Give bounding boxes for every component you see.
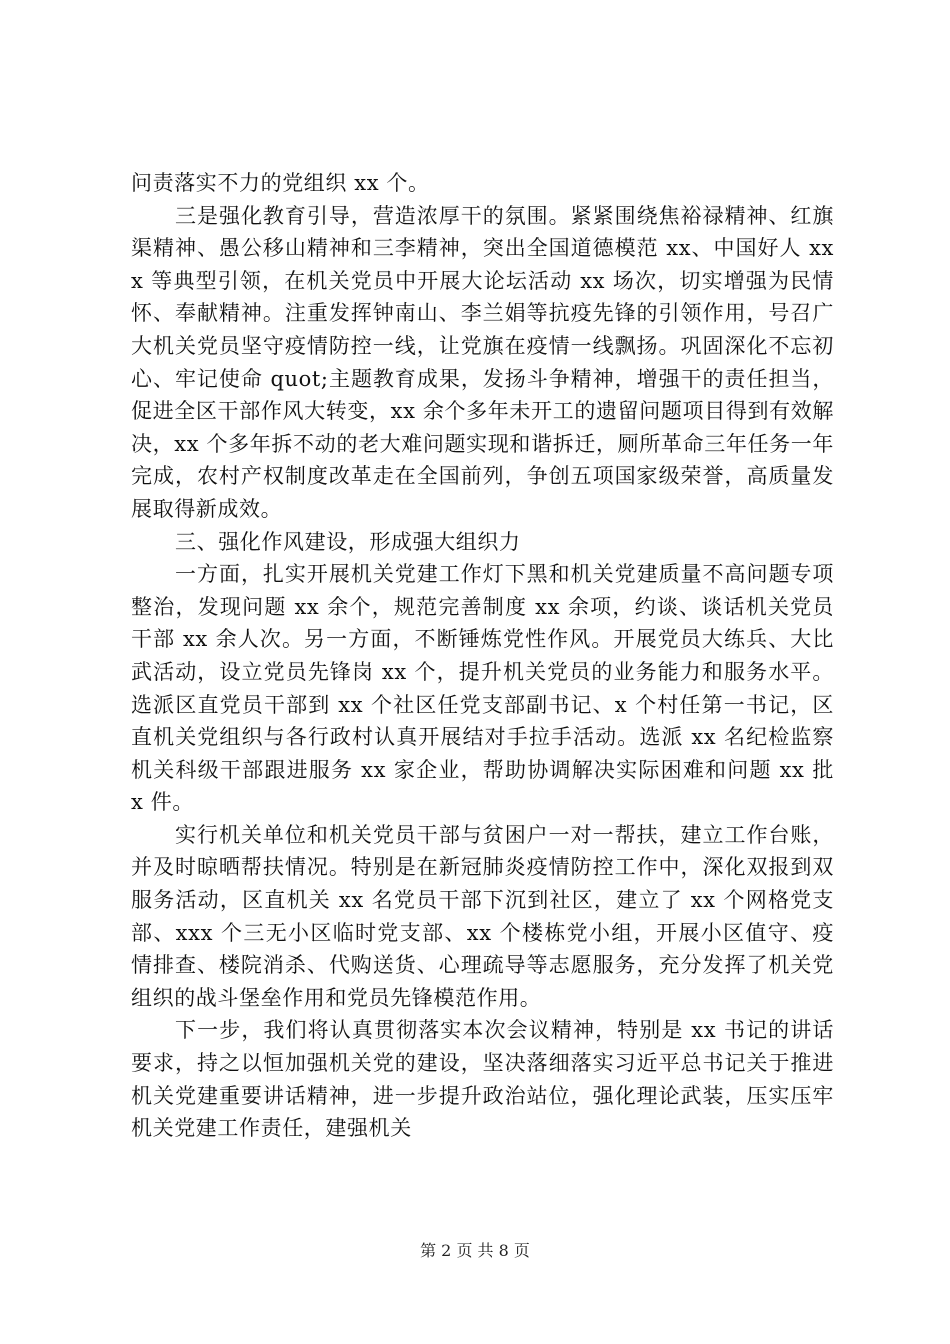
paragraph-5: 下一步，我们将认真贯彻落实本次会议精神，特别是 xx 书记的讲话要求，持之以恒加强机关党的建设，坚决落细落实习近平总书记关于推进机关党建重要讲话精神，进一步提升政治站位，强化理论武装，压实压牢机关党建工作责任，建强机关: [131, 1018, 834, 1141]
paragraph-2: 三是强化教育引导，营造浓厚干的氛围。紧紧围绕焦裕禄精神、红旗渠精神、愚公移山精神和三李精神，突出全国道德模范 xx、中国好人 xxx 等典型引领，在机关党员中开展大论坛活动 xx 场次，切实增强为民情怀、奉献精神。注重发挥钟南山、李兰娟等抗疫先锋的引领作用，号召广大机关党员坚守疫情防控一线，让党旗在疫情一线飘扬。巩固深化不忘初心、牢记使命 quot;主题教育成果，发扬斗争精神，增强干的责任担当，促进全区干部作风大转变，xx 余个多年未开工的遗留问题项目得到有效解决，xx 个多年拆不动的老大难问题实现和谐拆迁，厕所革命三年任务一年完成，农村产权制度改革走在全国前列，争创五项国家级荣誉，高质量发展取得新成效。: [131, 203, 834, 521]
section-heading: 三、强化作风建设，形成强大组织力: [175, 529, 521, 554]
paragraph-1: 问责落实不力的党组织 xx 个。: [131, 171, 430, 195]
paragraph-4: 实行机关单位和机关党员干部与贫困户一对一帮扶，建立工作台账，并及时晾晒帮扶情况。特别是在新冠肺炎疫情防控工作中，深化双报到双服务活动，区直机关 xx 名党员干部下沉到社区，建立了 xx 个网格党支部、xxx 个三无小区临时党支部、xx 个楼栋党小组，开展小区值守、疫情排查、楼院消杀、代购送货、心理疏导等志愿服务，充分发挥了机关党组织的战斗堡垒作用和党员先锋模范作用。: [131, 822, 834, 1010]
document-body: [131, 167, 834, 1145]
page-footer: 第 2 页 共 8 页: [420, 1241, 530, 1260]
paragraph-3: 一方面，扎实开展机关党建工作灯下黑和机关党建质量不高问题专项整治，发现问题 xx 余个，规范完善制度 xx 余项，约谈、谈话机关党员干部 xx 余人次。另一方面，不断锤炼党性作风。开展党员大练兵、大比武活动，设立党员先锋岗 xx 个，提升机关党员的业务能力和服务水平。选派区直党员干部到 xx 个社区任党支部副书记、x 个村任第一书记，区直机关党组织与各行政村认真开展结对手拉手活动。选派 xx 名纪检监察机关科级干部跟进服务 xx 家企业，帮助协调解决实际困难和问题 xx 批 x 件。: [131, 562, 834, 815]
